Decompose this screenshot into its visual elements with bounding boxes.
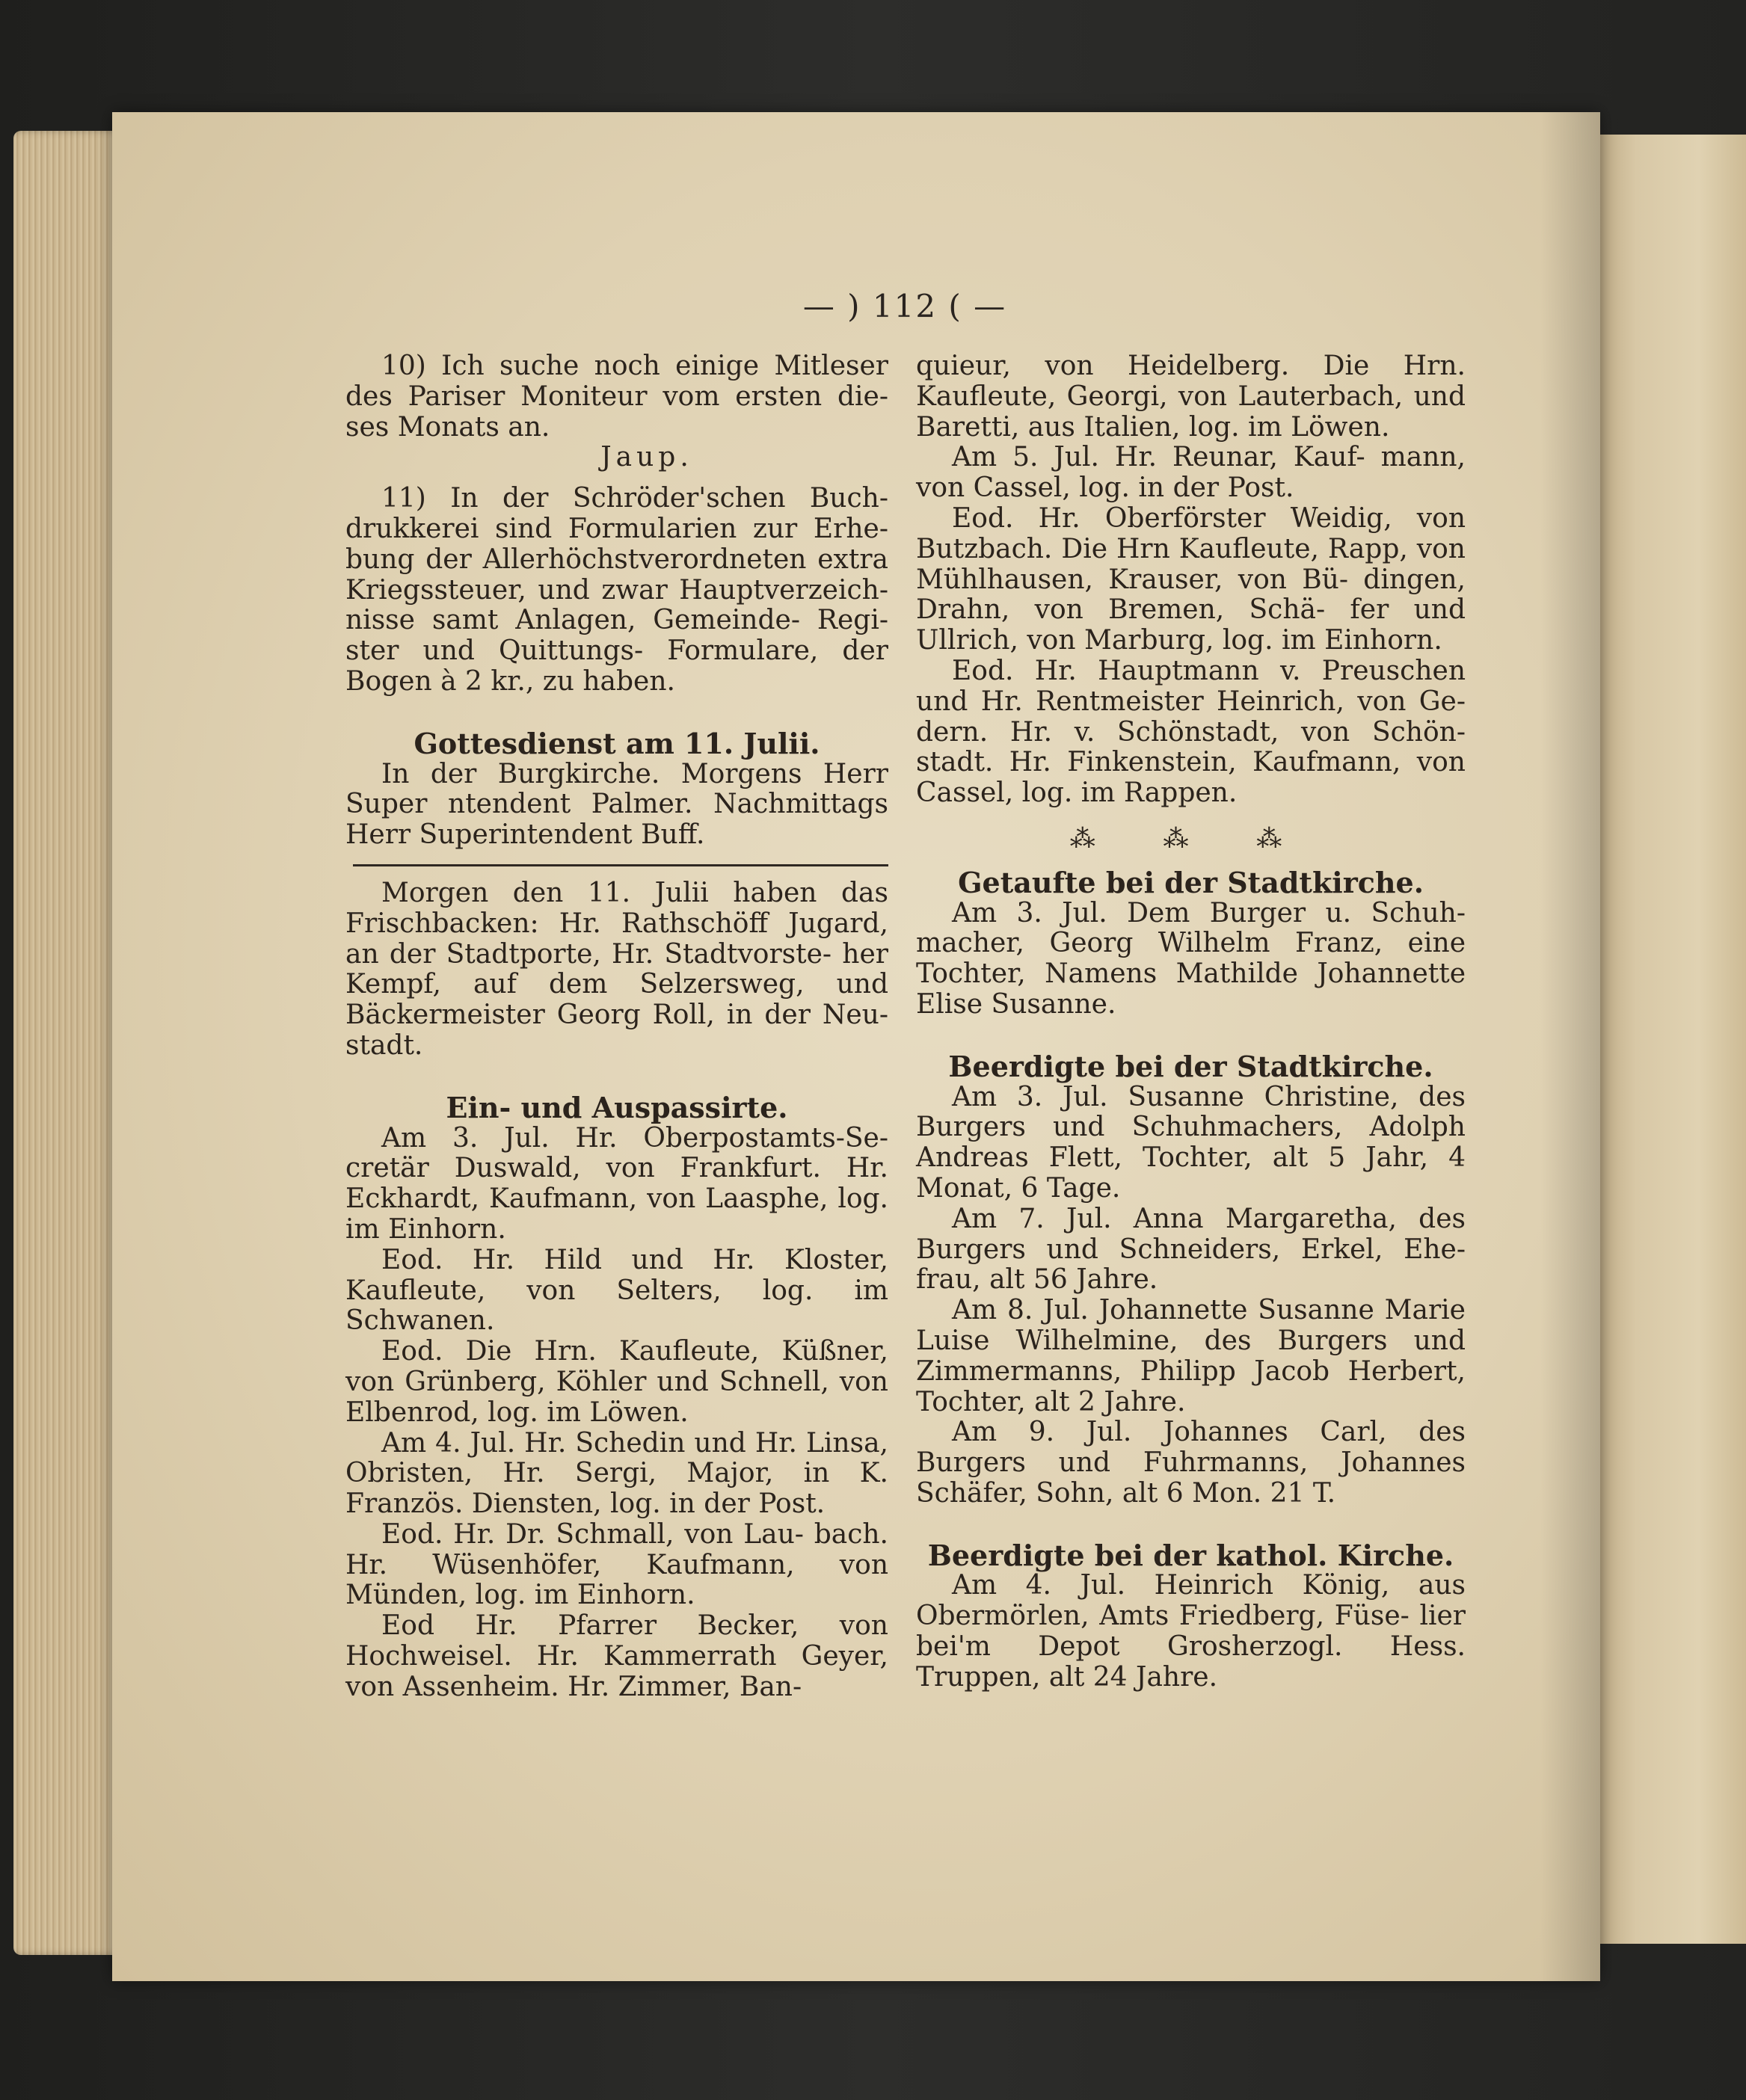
traveller-entry: Am 4. Jul. Hr. Schedin und Hr. Linsa, Obristen, Hr. Sergi, Major, in K. Französ. Diensten, log. in der Post. — [345, 1427, 888, 1520]
section-rule — [353, 864, 888, 866]
left-column — [345, 351, 888, 1703]
traveller-entry: Eod. Hr. Hauptmann v. Preuschen und Hr. Rentmeister Heinrich, von Ge- dern. Hr. v. Schönstadt, von Schön- stadt. Hr. Finkenstein, Kaufmann, von Cassel, log. im Rappen. — [916, 655, 1466, 809]
service-text: In der Burgkirche. Morgens Herr Super ntendent Palmer. Nachmittags Herr Superintendent Buff. — [345, 758, 888, 851]
gutter-shadow — [1540, 112, 1600, 1981]
bakers-text: Morgen den 11. Julii haben das Frischbacken: Hr. Rathschöff Jugard, an der Stadtporte, Hr. Stadtvorste- her Kempf, auf dem Selzersweg, und Bäckermeister Georg Roll, in der Neu- stadt. — [345, 877, 888, 1061]
buried-catholic-heading: Beerdigte bei der kathol. Kirche. — [927, 1538, 1454, 1572]
traveller-entry: Am 5. Jul. Hr. Reunar, Kauf- mann, von Cassel, log. in der Post. — [916, 442, 1466, 504]
burial-entry: Am 7. Jul. Anna Margaretha, des Burgers und Schneiders, Erkel, Ehe- frau, alt 56 Jahre. — [916, 1203, 1466, 1296]
traveller-entry: Eod Hr. Pfarrer Becker, von Hochweisel. Hr. Kammerrath Geyer, von Assenheim. Hr. Zimmer, Ban- — [345, 1610, 888, 1702]
buried-city-heading: Beerdigte bei der Stadtkirche. — [948, 1049, 1433, 1083]
traveller-entry: Eod. Die Hrn. Kaufleute, Küßner, von Grünberg, Köhler und Schnell, von Elbenrod, log. im Löwen. — [345, 1336, 888, 1428]
service-heading: Gottesdienst am 11. Julii. — [414, 726, 820, 760]
travellers-heading: Ein- und Auspassirte. — [446, 1090, 788, 1124]
facing-page-edge — [1589, 135, 1746, 1944]
traveller-entry: Eod. Hr. Oberförster Weidig, von Butzbach. Die Hrn Kaufleute, Rapp, von Mühlhausen, Krauser, von Bü- dingen, Drahn, von Bremen, Schä- fer und Ullrich, von Marburg, log. im Einhorn. — [916, 502, 1466, 656]
burial-entry: Am 9. Jul. Johannes Carl, des Burgers und Fuhrmanns, Johannes Schäfer, Sohn, alt 6 Mon. 21 T. — [916, 1417, 1466, 1509]
baptized-entry: Am 3. Jul. Dem Burger u. Schuh- macher, Georg Wilhelm Franz, eine Tochter, Namens Mathilde Johannette Elise Susanne. — [916, 897, 1466, 1020]
burial-entry: Am 3. Jul. Susanne Christine, des Burgers und Schuhmachers, Adolph Andreas Flett, Tochter, alt 5 Jahr, 4 Monat, 6 Tage. — [916, 1081, 1466, 1204]
traveller-entry: Am 3. Jul. Hr. Oberpostamts-Se- cretär Duswald, von Frankfurt. Hr. Eckhardt, Kaufmann, von Laasphe, log. im Einhorn. — [345, 1122, 888, 1245]
burial-entry: Am 8. Jul. Johannette Susanne Marie Luise Wilhelmine, des Burgers und Zimmermanns, Philipp Jacob Herbert, Tochter, alt 2 Jahre. — [916, 1295, 1466, 1417]
traveller-entry: quieur, von Heidelberg. Die Hrn. Kaufleute, Georgi, von Lauterbach, und Baretti, aus Italien, log. im Löwen. — [916, 351, 1466, 443]
burial-entry: Am 4. Jul. Heinrich König, aus Obermörlen, Amts Friedberg, Füse- lier bei'm Depot Grosherzogl. Hess. Truppen, alt 24 Jahre. — [916, 1570, 1466, 1693]
traveller-entry: Eod. Hr. Dr. Schmall, von Lau- bach. Hr. Wüsenhöfer, Kaufmann, von Münden, log. im Einhorn. — [345, 1518, 888, 1611]
traveller-entry: Eod. Hr. Hild und Hr. Kloster, Kaufleute, von Selters, log. im Schwanen. — [345, 1244, 888, 1337]
notice-11: 11) In der Schröder'schen Buch- drukkerei sind Formularien zur Erhe- bung der Allerhöchstverordneten extra Kriegssteuer, und zwar Hauptverzeich- nisse samt Anlagen, Gemeinde- Regi- ster und Quittungs- Formulare, der Bogen à 2 kr., zu haben. — [345, 483, 888, 697]
right-column — [916, 351, 1466, 1693]
notice-10: 10) Ich suche noch einige Mitleser des Pariser Moniteur vom ersten die- ses Monats an. — [345, 351, 888, 443]
asterism-ornament: ⁂ ⁂ ⁂ — [1069, 823, 1312, 854]
baptized-heading: Getaufte bei der Stadtkirche. — [958, 865, 1424, 899]
notice-10-signature: Jaup. — [600, 442, 693, 473]
page-number: — ) 112 ( — — [802, 288, 1007, 324]
